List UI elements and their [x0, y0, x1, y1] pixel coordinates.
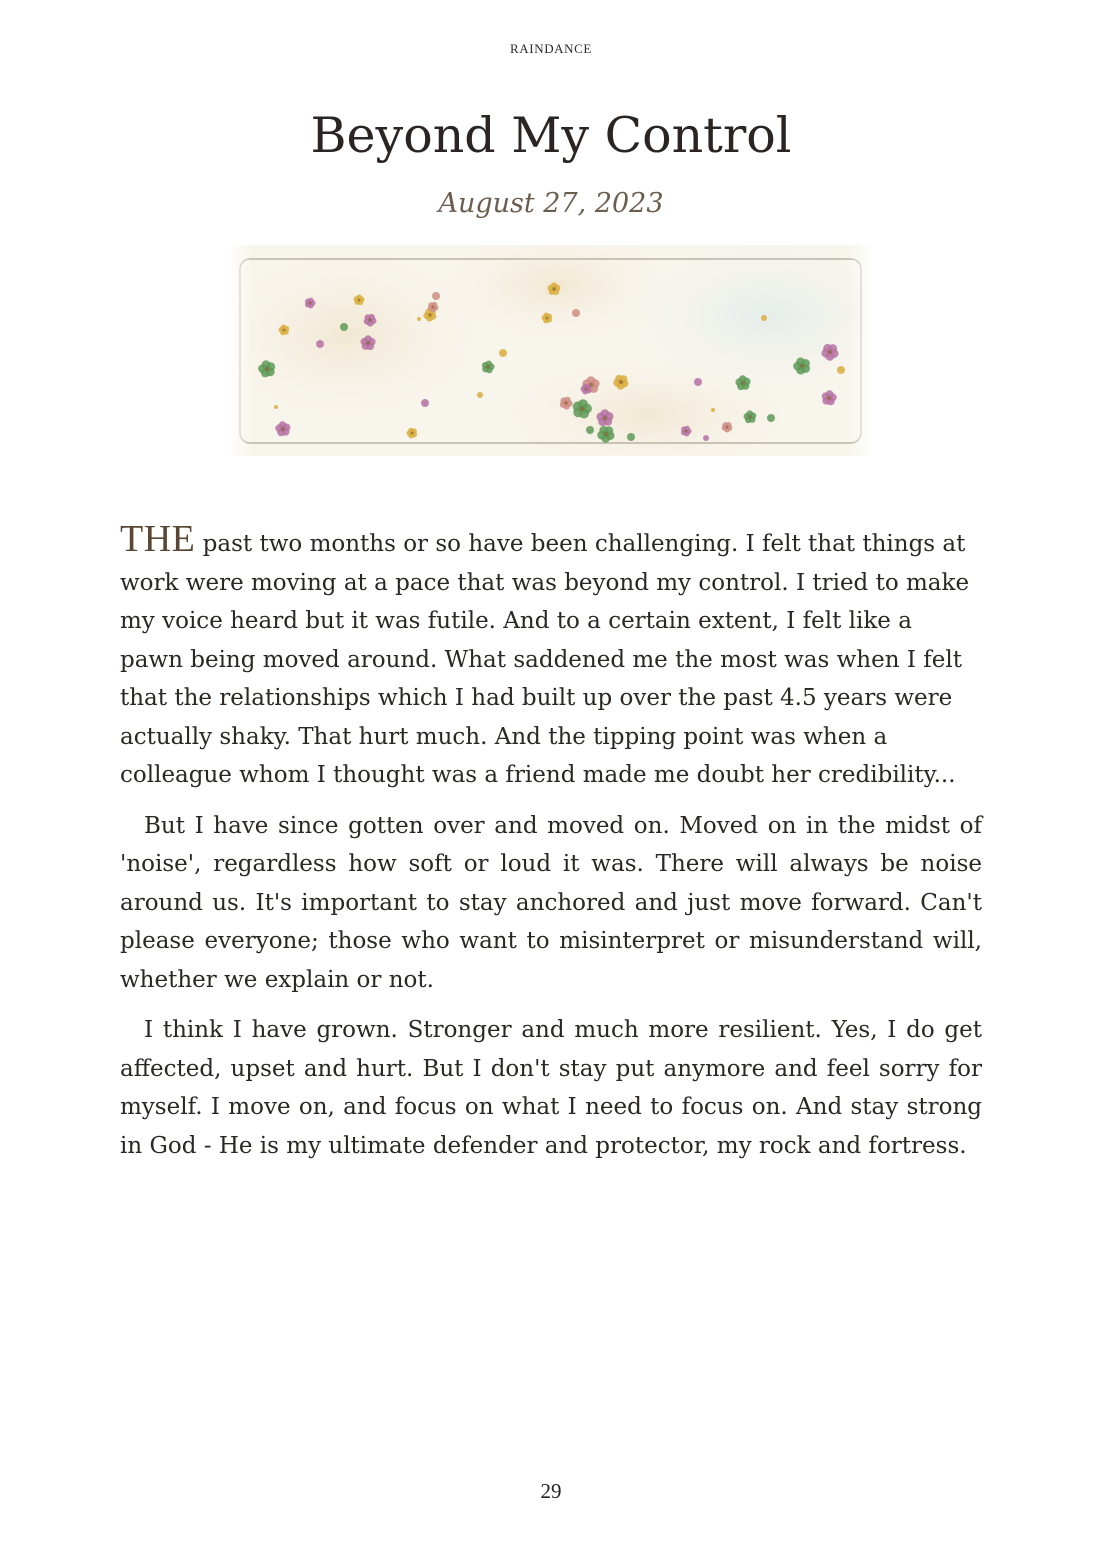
paragraph-1 — [120, 518, 982, 795]
flower-dot — [711, 408, 715, 412]
paragraph-2: But I have since gotten over and moved on. Moved on in the midst of 'noise', regardless how soft or loud it was. There will always be noise around us. It's important to stay anchored and just move forward. Can't please everyone; those who want to misinterpret or misunderstand will, whether we explain or not. — [120, 812, 982, 993]
flower-dot — [499, 349, 507, 357]
flower-dot — [761, 315, 767, 321]
paragraph-3: I think I have grown. Stronger and much more resilient. Yes, I do get affected, upset and hurt. But I don't stay put anymore and feel sorry for myself. I move on, and focus on what I need to focus on. And stay strong in God - He is my ultimate defender and protector, my rock and fortress. — [120, 1017, 982, 1159]
running-head: RAINDANCE — [510, 41, 592, 56]
flower-dot — [340, 323, 348, 331]
floral-banner-illustration — [227, 245, 874, 456]
flower-dot — [477, 392, 483, 398]
flower-dot — [417, 317, 421, 321]
page-number: 29 — [540, 1479, 562, 1503]
flower-dot — [421, 399, 429, 407]
page-title: Beyond My Control — [310, 107, 792, 164]
post-date: August 27, 2023 — [438, 188, 664, 219]
flower-dot — [703, 435, 709, 441]
article-body — [120, 518, 982, 1177]
flower-dot — [767, 414, 775, 422]
flower-dot — [432, 292, 440, 300]
lead-in: THE — [120, 518, 196, 560]
flower-dot — [572, 309, 580, 317]
flower-dot — [586, 426, 594, 434]
paragraph-1-text: past two months or so have been challenging. I felt that things at work were moving at a pace that was beyond my control. I tried to make my voice heard but it was futile. And to a certain extent, I felt like a pawn being moved around. What saddened me the most was when I felt that the relationships which I had built up over the past 4.5 years were actually shaky. That hurt much. And the tipping point was when a colleague whom I thought was a friend made me doubt her credibility... — [120, 531, 970, 788]
flower-dot — [627, 433, 635, 441]
flower-dot — [316, 340, 324, 348]
flower-dot — [837, 366, 845, 374]
flower-dot — [694, 378, 702, 386]
flower-dot — [274, 405, 278, 409]
